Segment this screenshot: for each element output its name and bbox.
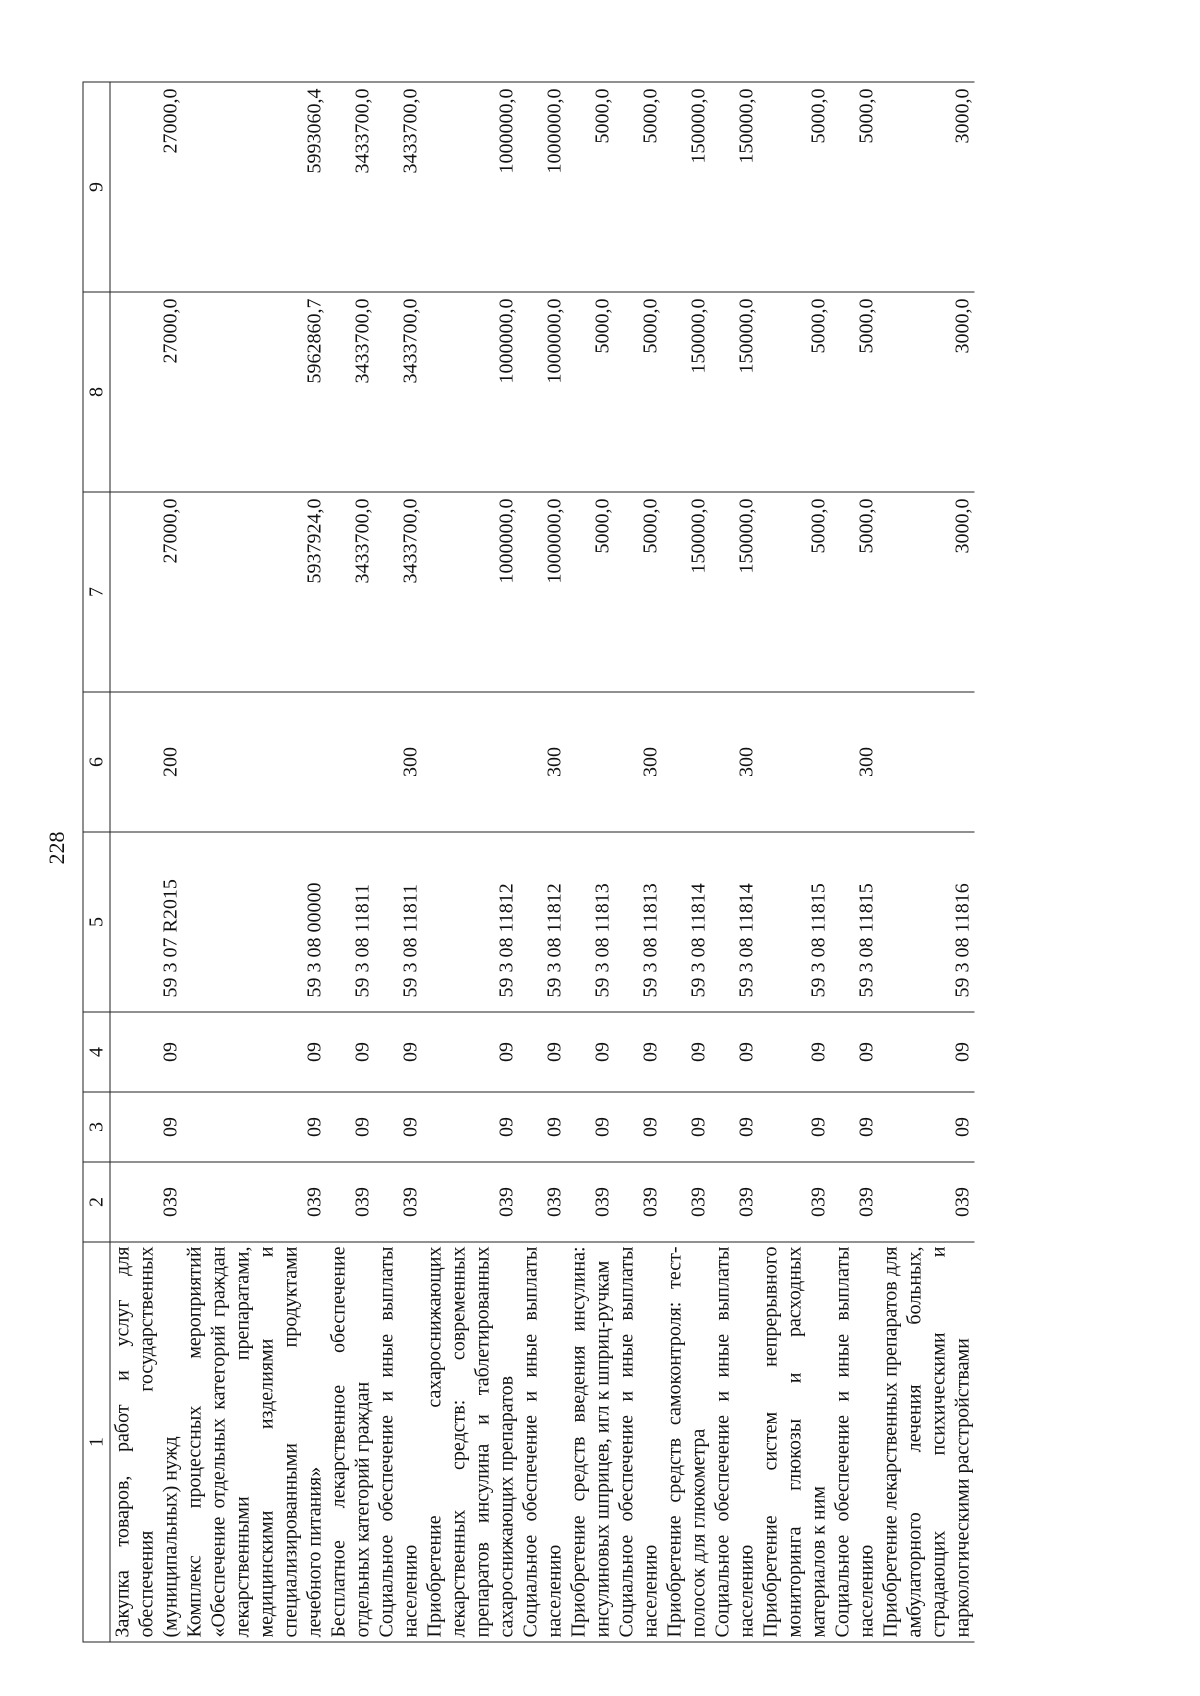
row-section: 09 [831,1092,879,1162]
page-number: 228 [44,831,69,865]
row-value-7: 5000,0 [831,492,879,692]
row-value-9: 3000,0 [879,82,975,292]
row-subsection: 09 [615,1012,663,1092]
row-subsection: 09 [423,1012,519,1092]
row-code: 039 [615,1162,663,1242]
row-section: 09 [711,1092,759,1162]
col-header-9: 9 [83,82,110,292]
row-value-8: 5000,0 [831,292,879,492]
row-value-9: 5000,0 [615,82,663,292]
row-target: 59 3 08 11815 [831,832,879,1012]
table-row [375,82,423,1642]
row-name: Социальное обеспечение и иные выплаты населению [831,1242,879,1642]
row-section: 09 [663,1092,711,1162]
row-section: 09 [519,1092,567,1162]
row-value-7: 5937924,0 [183,492,327,692]
row-value-9: 1000000,0 [519,82,567,292]
row-subsection: 09 [327,1012,375,1092]
table-row [879,82,975,1642]
row-section: 09 [183,1092,327,1162]
row-subsection: 09 [663,1012,711,1092]
row-target: 59 3 08 11811 [375,832,423,1012]
row-code: 039 [567,1162,615,1242]
row-value-7: 5000,0 [567,492,615,692]
row-expense-type: 300 [615,692,663,832]
row-value-7: 150000,0 [663,492,711,692]
row-name: Приобретение сахароснижающих лекарственных средств: современных препаратов инсулина и таблетированных сахароснижающих препаратов [423,1242,519,1642]
row-target: 59 3 08 11812 [519,832,567,1012]
table-row [567,82,615,1642]
row-value-7: 27000,0 [110,492,183,692]
table-row [327,82,375,1642]
row-value-9: 1000000,0 [423,82,519,292]
row-value-9: 5000,0 [759,82,831,292]
row-code: 039 [711,1162,759,1242]
row-code: 039 [519,1162,567,1242]
row-value-7: 3000,0 [879,492,975,692]
row-name: Бесплатное лекарственное обеспечение отдельных категорий граждан [327,1242,375,1642]
row-code: 039 [327,1162,375,1242]
row-value-8: 5000,0 [567,292,615,492]
row-target: 59 3 08 11815 [759,832,831,1012]
row-value-9: 5000,0 [831,82,879,292]
table-row [110,82,183,1642]
row-section: 09 [423,1092,519,1162]
row-code: 039 [831,1162,879,1242]
row-value-7: 3433700,0 [375,492,423,692]
col-header-2: 2 [83,1162,110,1242]
col-header-6: 6 [83,692,110,832]
row-code: 039 [879,1162,975,1242]
budget-table [83,81,975,1642]
row-value-7: 150000,0 [711,492,759,692]
col-header-5: 5 [83,832,110,1012]
row-name: Приобретение средств введения инсулина: инсулиновых шприцев, игл к шприц-ручкам [567,1242,615,1642]
row-code: 039 [423,1162,519,1242]
col-header-7: 7 [83,492,110,692]
row-name: Комплекс процессных мероприятий «Обеспечение отдельных категорий граждан лекарственными препаратами, медицинскими изделиями и специализированными продуктами лечебного питания» [183,1242,327,1642]
row-target: 59 3 08 11813 [615,832,663,1012]
row-value-9: 27000,0 [110,82,183,292]
row-name: Социальное обеспечение и иные выплаты населению [375,1242,423,1642]
row-section: 09 [327,1092,375,1162]
row-value-8: 27000,0 [110,292,183,492]
row-subsection: 09 [711,1012,759,1092]
row-subsection: 09 [375,1012,423,1092]
row-section: 09 [110,1092,183,1162]
row-subsection: 09 [879,1012,975,1092]
row-target: 59 3 08 11816 [879,832,975,1012]
row-value-8: 1000000,0 [519,292,567,492]
table-row [615,82,663,1642]
row-code: 039 [759,1162,831,1242]
row-expense-type [663,692,711,832]
row-expense-type: 200 [110,692,183,832]
row-name: Закупка товаров, работ и услуг для обеспечения государственных (муниципальных) нужд [110,1242,183,1642]
table-row [759,82,831,1642]
row-value-8: 150000,0 [711,292,759,492]
row-target: 59 3 08 11813 [567,832,615,1012]
row-section: 09 [567,1092,615,1162]
row-section: 09 [615,1092,663,1162]
row-code: 039 [110,1162,183,1242]
row-value-8: 150000,0 [663,292,711,492]
row-value-7: 5000,0 [615,492,663,692]
row-target: 59 3 08 11814 [663,832,711,1012]
col-header-8: 8 [83,292,110,492]
row-expense-type [183,692,327,832]
row-value-8: 1000000,0 [423,292,519,492]
row-expense-type [759,692,831,832]
col-header-1: 1 [83,1242,110,1642]
row-expense-type [879,692,975,832]
row-value-8: 5000,0 [615,292,663,492]
row-section: 09 [759,1092,831,1162]
row-value-9: 150000,0 [663,82,711,292]
row-name: Социальное обеспечение и иные выплаты населению [519,1242,567,1642]
row-section: 09 [879,1092,975,1162]
row-value-9: 3433700,0 [327,82,375,292]
row-value-9: 5993060,4 [183,82,327,292]
row-expense-type [423,692,519,832]
row-target: 59 3 08 00000 [183,832,327,1012]
row-code: 039 [663,1162,711,1242]
row-value-9: 3433700,0 [375,82,423,292]
row-name: Социальное обеспечение и иные выплаты населению [711,1242,759,1642]
row-subsection: 09 [110,1012,183,1092]
table-row [519,82,567,1642]
row-value-7: 1000000,0 [423,492,519,692]
row-name: Приобретение средств самоконтроля: тест-полосок для глюкометра [663,1242,711,1642]
row-value-7: 5000,0 [759,492,831,692]
col-header-3: 3 [83,1092,110,1162]
row-subsection: 09 [567,1012,615,1092]
row-subsection: 09 [759,1012,831,1092]
row-expense-type: 300 [831,692,879,832]
table-row [663,82,711,1642]
table-row [183,82,327,1642]
row-code: 039 [183,1162,327,1242]
row-expense-type [567,692,615,832]
row-target: 59 3 08 11812 [423,832,519,1012]
col-header-4: 4 [83,1012,110,1092]
row-value-8: 3433700,0 [375,292,423,492]
row-subsection: 09 [183,1012,327,1092]
table-row [711,82,759,1642]
row-target: 59 3 08 11814 [711,832,759,1012]
row-value-8: 3000,0 [879,292,975,492]
row-expense-type: 300 [519,692,567,832]
row-target: 59 3 07 R2015 [110,832,183,1012]
row-subsection: 09 [519,1012,567,1092]
row-value-9: 5000,0 [567,82,615,292]
row-name: Социальное обеспечение и иные выплаты населению [615,1242,663,1642]
header-row [83,82,110,1642]
table-row [831,82,879,1642]
row-value-7: 3433700,0 [327,492,375,692]
row-expense-type: 300 [711,692,759,832]
row-section: 09 [375,1092,423,1162]
row-name: Приобретение систем непрерывного мониторинга глюкозы и расходных материалов к ним [759,1242,831,1642]
row-value-7: 1000000,0 [519,492,567,692]
row-value-8: 5000,0 [759,292,831,492]
row-value-8: 3433700,0 [327,292,375,492]
row-value-9: 150000,0 [711,82,759,292]
row-name: Приобретение лекарственных препаратов для амбулаторного лечения больных, страдающих психическими и наркологическими расстройствами [879,1242,975,1642]
row-expense-type: 300 [375,692,423,832]
row-target: 59 3 08 11811 [327,832,375,1012]
row-expense-type [327,692,375,832]
table-row [423,82,519,1642]
row-subsection: 09 [831,1012,879,1092]
row-code: 039 [375,1162,423,1242]
rotated-table-frame [83,82,1158,1642]
row-value-8: 5962860,7 [183,292,327,492]
